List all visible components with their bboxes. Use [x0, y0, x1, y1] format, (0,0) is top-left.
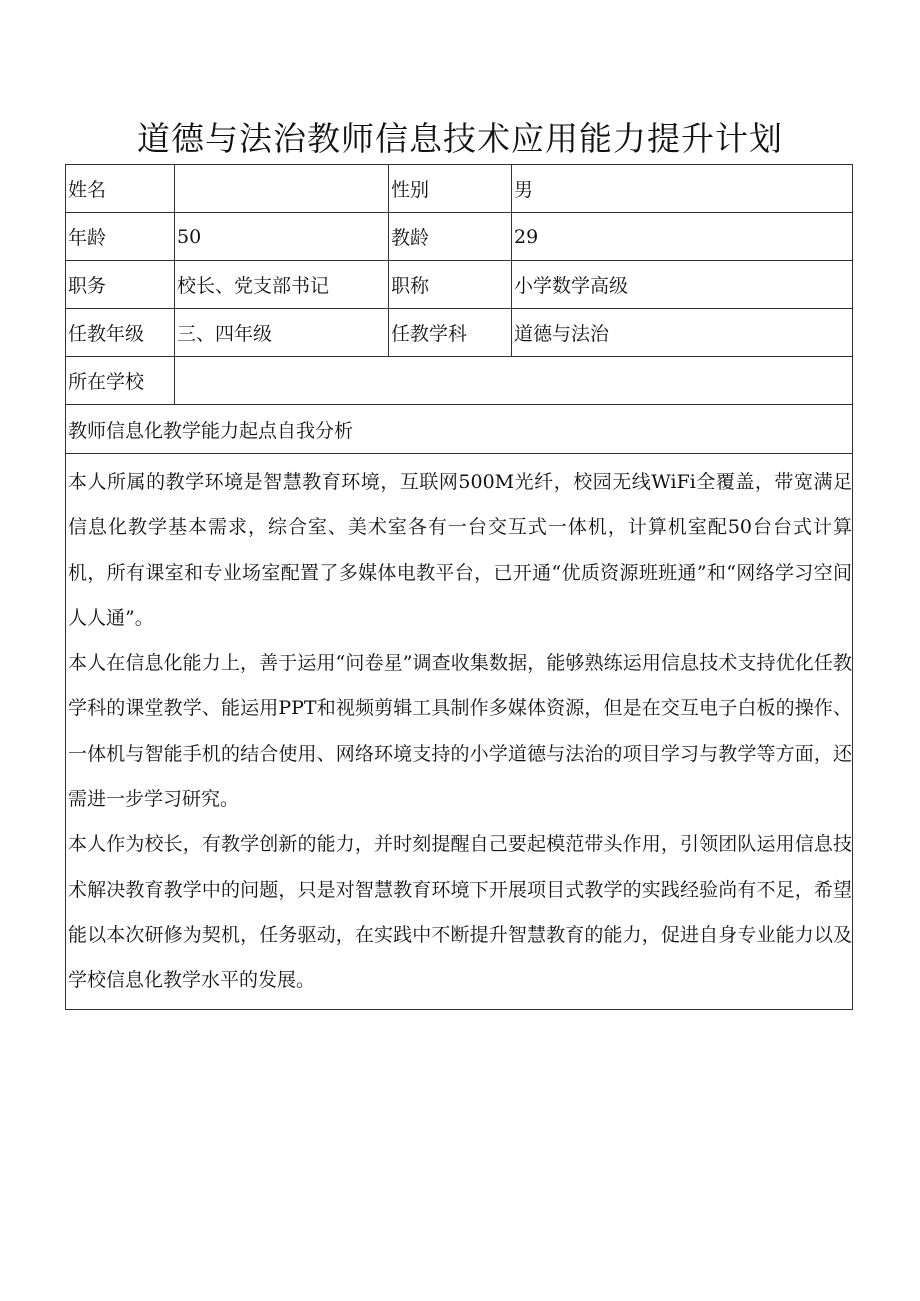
analysis-header-row: [66, 405, 853, 454]
analysis-paragraph-environment: 本人所属的教学环境是智慧教育环境，互联网500M光纤，校园无线WiFi全覆盖，带宽满足信息化教学基本需求，综合室、美术室各有一台交互式一体机，计算机室配50台台式计算机，所有课室和专业场室配置了多媒体电教平台，已开通“优质资源班班通”和“网络学习空间人人通”。: [68, 471, 852, 629]
analysis-paragraph-ability: 本人在信息化能力上，善于运用“问卷星”调查收集数据，能够熟练运用信息技术支持优化任教学科的课堂教学、能运用PPT和视频剪辑工具制作多媒体资源，但是在交互电子白板的操作、一体机与智能手机的结合使用、网络环境支持的小学道德与法治的项目学习与教学等方面，还需进一步学习研究。: [68, 652, 852, 811]
info-row-age-teaching-years: [66, 213, 853, 261]
analysis-body: [66, 454, 853, 1010]
position-label: 职务: [66, 261, 175, 309]
name-label: 姓名: [66, 165, 175, 213]
analysis-body-row: [66, 454, 853, 1010]
analysis-header: 教师信息化教学能力起点自我分析: [66, 405, 853, 454]
analysis-paragraph-goals: 本人作为校长，有教学创新的能力，并时刻提醒自己要起模范带头作用，引领团队运用信息技术解决教育教学中的问题，只是对智慧教育环境下开展项目式教学的实践经验尚有不足，希望能以本次研修为契机，任务驱动，在实践中不断提升智慧教育的能力，促进自身专业能力以及学校信息化教学水平的发展。: [68, 833, 852, 992]
teaching-years-value: 29: [512, 213, 853, 261]
gender-value: 男: [512, 165, 853, 213]
info-row-school: [66, 357, 853, 405]
position-value: 校长、党支部书记: [175, 261, 389, 309]
school-label: 所在学校: [66, 357, 175, 405]
page-title: 道德与法治教师信息技术应用能力提升计划: [137, 119, 783, 158]
professional-title-value: 小学数学高级: [512, 261, 853, 309]
info-row-name-gender: [66, 165, 853, 213]
gender-label: 性别: [389, 165, 512, 213]
subject-value: 道德与法治: [512, 309, 853, 357]
age-value: 50: [175, 213, 389, 261]
info-row-grade-subject: [66, 309, 853, 357]
subject-label: 任教学科: [389, 309, 512, 357]
teaching-years-label: 教龄: [389, 213, 512, 261]
teacher-info-table: [65, 164, 853, 1010]
info-row-position-title: [66, 261, 853, 309]
name-value: [175, 165, 389, 213]
grade-label: 任教年级: [66, 309, 175, 357]
school-value: [175, 357, 853, 405]
grade-value: 三、四年级: [175, 309, 389, 357]
age-label: 年龄: [66, 213, 175, 261]
professional-title-label: 职称: [389, 261, 512, 309]
